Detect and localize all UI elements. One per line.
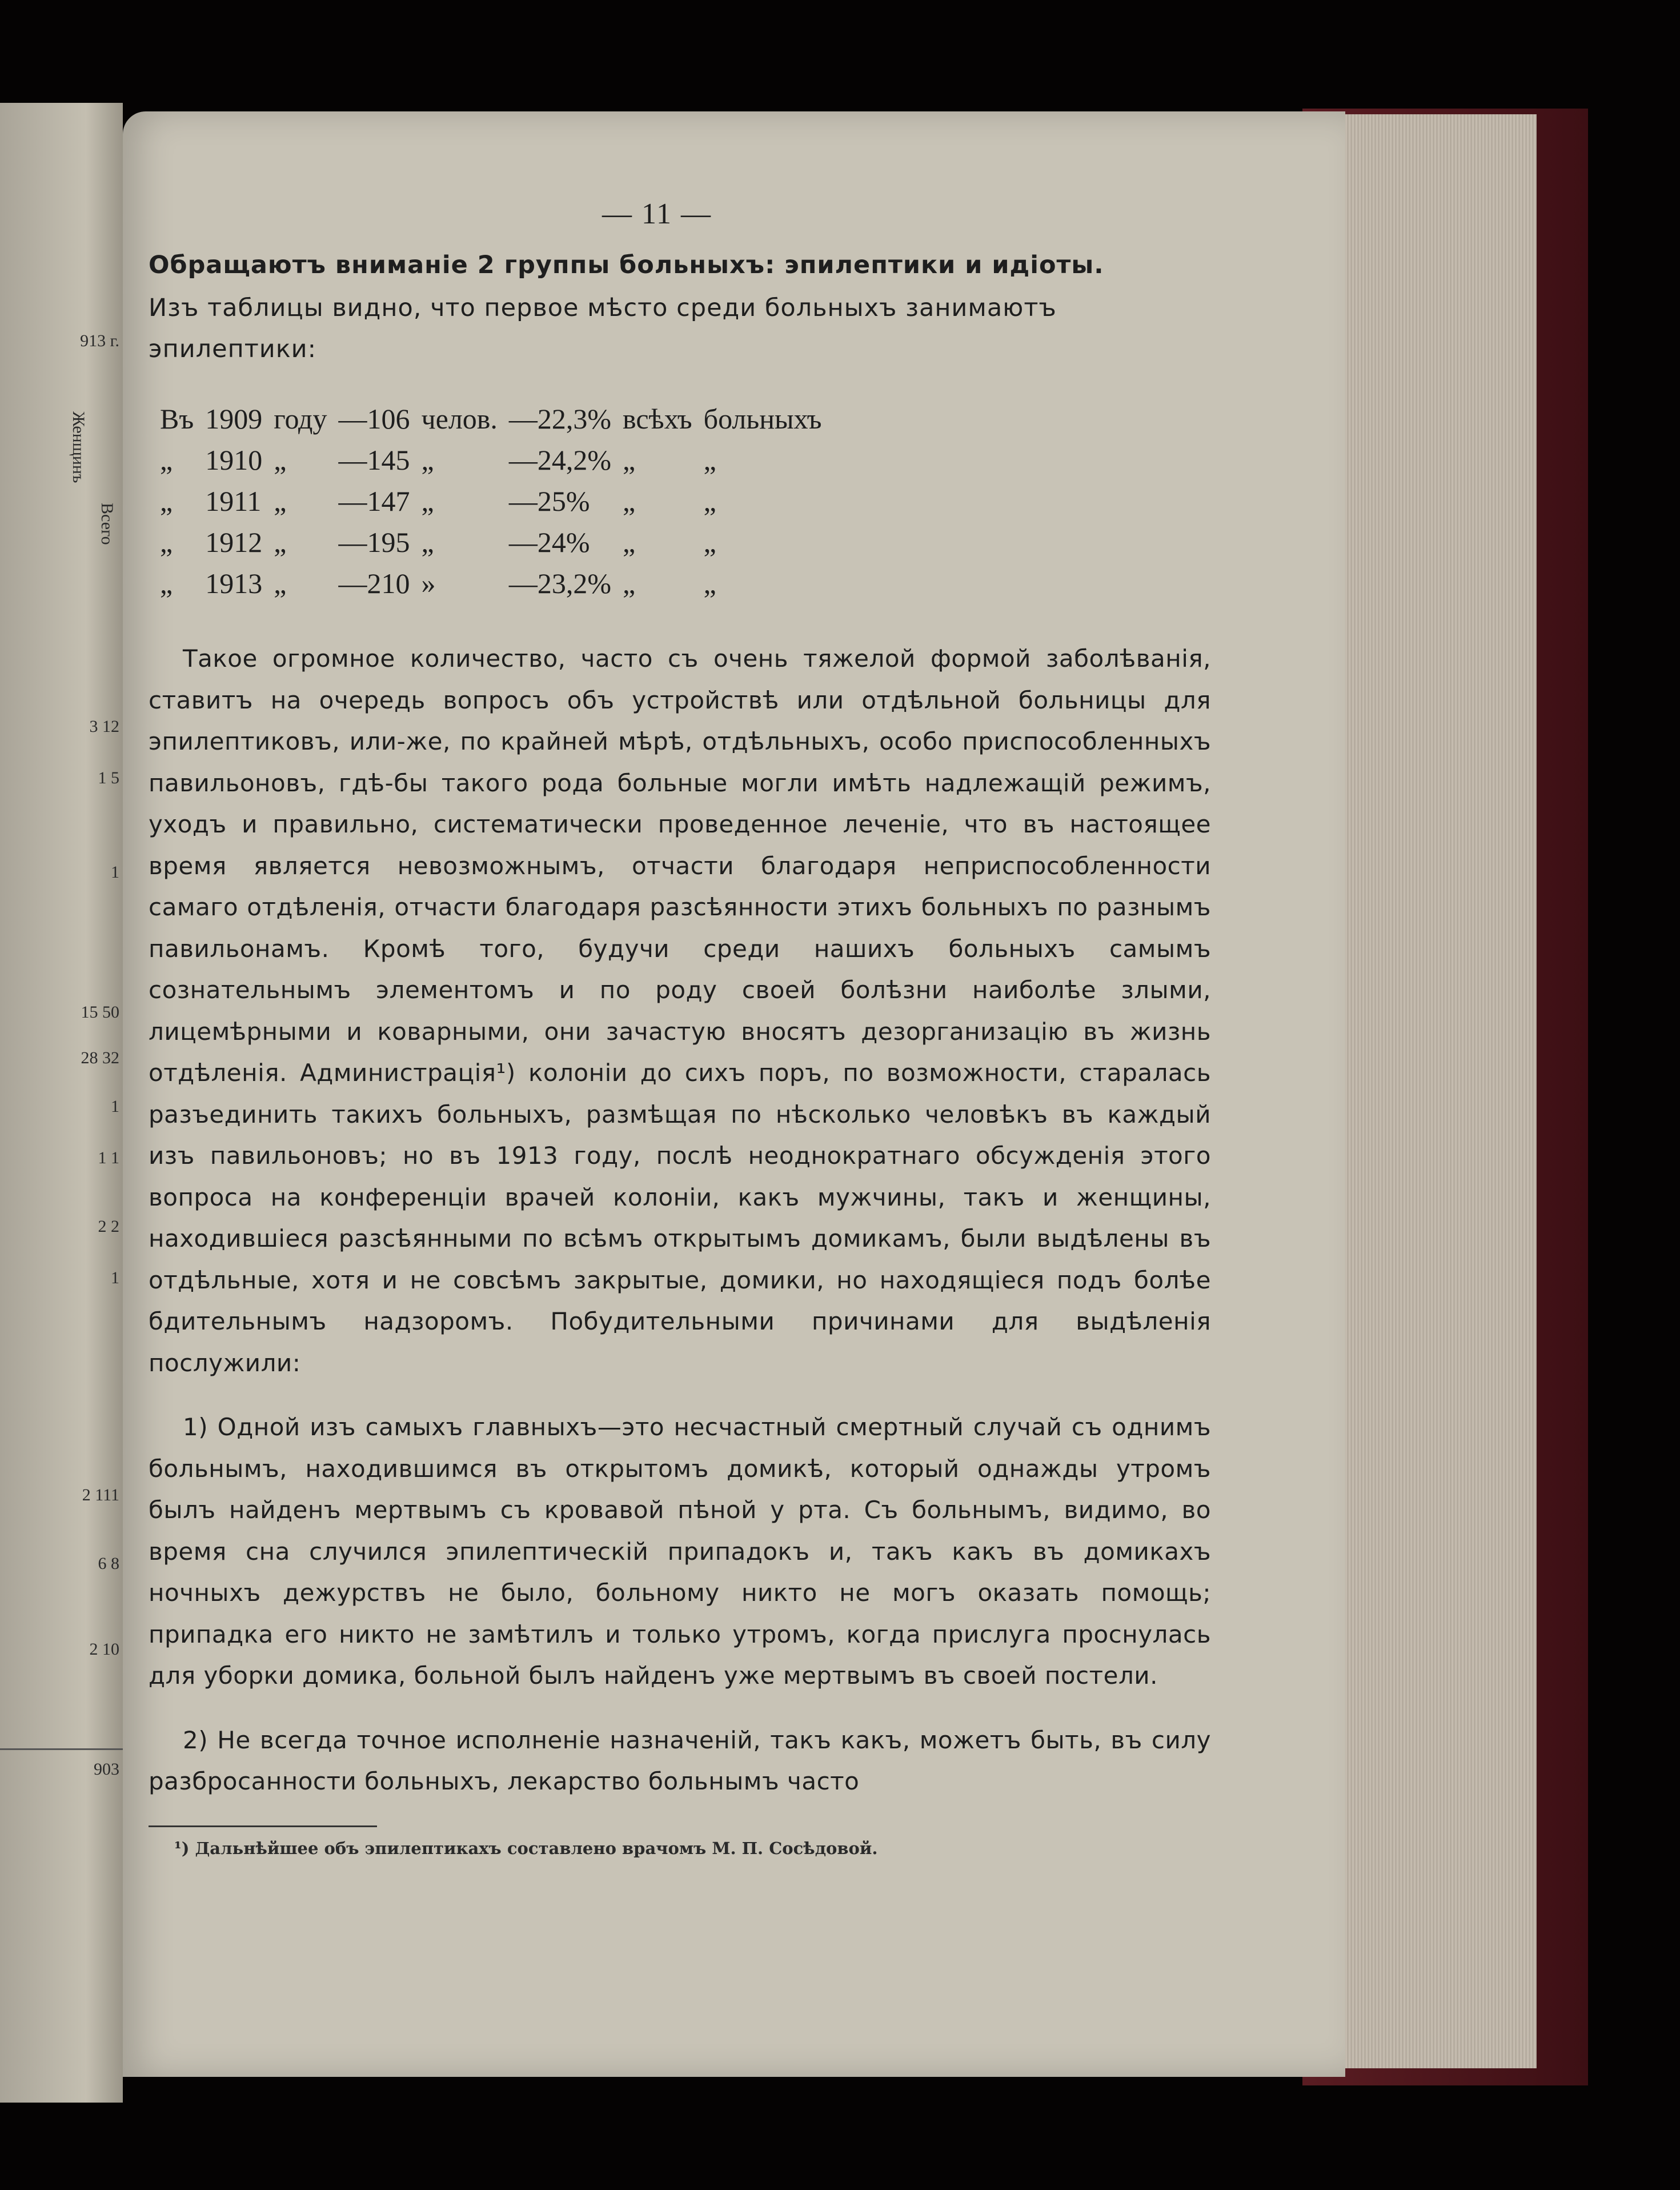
stats-cell-tail2: „ [703, 444, 716, 476]
paragraph: Такое огромное количество, часто съ очень тяжелой формой заболѣванія, ставитъ на очередь вопросъ объ устройствѣ или отдѣльной больницы для эпилептиковъ, или-же, по крайней мѣрѣ, отдѣльныхъ, особо приспособленныхъ павильоновъ, гдѣ-бы такого рода больные могли имѣть надлежащій режимъ, уходъ и правильно, систематически проведенное леченіе, что въ настоящее время является невозможнымъ, отчасти благодаря неприспособленности самаго отдѣленія, отчасти благодаря разсѣянности этихъ больныхъ по разнымъ павильонамъ. Кромѣ того, будучи среди нашихъ больныхъ самымъ сознательнымъ элементомъ и по роду своей болѣзни наиболѣе злыми, лицемѣрными и коварными, они зачастую вносятъ дезорганизацію въ жизнь отдѣленія. Администрація¹) колоніи до сихъ поръ, по возможности, старалась разъединить такихъ больныхъ, размѣщая по нѣсколько человѣкъ въ каждый изъ павильоновъ; но въ 1913 году, послѣ неоднократнаго обсужденія этого вопроса на конференціи врачей колоніи, какъ мужчины, такъ и женщины, находившіеся разсѣянными по всѣмъ открытымъ домикамъ, были выдѣлены въ отдѣльные, хотя и не совсѣмъ закрытые, домики, но находящіеся подъ болѣе бдительнымъ надзоромъ. Побудительными причинами для выдѣленія послужили: [149, 644, 1211, 1377]
left-fragment: 1 [111, 1097, 119, 1116]
left-fragment: 1 5 [98, 768, 119, 787]
left-fragment: 2 10 [89, 1640, 119, 1659]
stats-row [160, 398, 833, 439]
left-page-fragment [0, 103, 123, 2103]
left-fragment: 1 1 [98, 1148, 119, 1167]
footnote-rule [149, 1825, 377, 1827]
stats-cell-tail1: „ [623, 485, 636, 517]
stats-cell-tail2: „ [703, 526, 716, 558]
left-fragment: 2 2 [98, 1217, 119, 1236]
left-fragment: 903 [94, 1760, 119, 1779]
stats-cell-prefix: Въ [160, 403, 194, 435]
stats-cell-pct: —25% [508, 485, 590, 517]
stats-cell-prefix: „ [160, 485, 173, 517]
page-content [149, 197, 1211, 1858]
stats-cell-count: —106 [338, 403, 410, 435]
book-page [123, 111, 1345, 2077]
stats-cell-unit2: „ [421, 485, 434, 517]
paragraph: 2) Не всегда точное исполненіе назначеній, такъ какъ, можетъ быть, въ силу разбросанности больныхъ, лекарство больнымъ часто [149, 1725, 1211, 1795]
stats-cell-prefix: „ [160, 567, 173, 599]
left-rule [0, 1748, 123, 1750]
left-fragment: 6 8 [98, 1554, 119, 1573]
left-fragment: 3 12 [89, 717, 119, 736]
footnote: ¹) Дальнѣйшее объ эпилептикахъ составлено врачомъ М. П. Сосѣдовой. [174, 1838, 878, 1858]
stats-cell-count: —210 [338, 567, 410, 599]
stats-cell-tail1: „ [623, 567, 636, 599]
stats-cell-year: 1909 [205, 403, 263, 435]
stats-cell-pct: —23,2% [508, 567, 612, 599]
stats-row [160, 481, 833, 522]
paragraph: 1) Одной изъ самыхъ главныхъ—это несчастный смертный случай съ однимъ больнымъ, находившимся въ открытомъ домикѣ, который однажды утромъ былъ найденъ мертвымъ съ кровавой пѣной у рта. Съ больнымъ, видимо, во время сна случился эпилептическій припадокъ и, такъ какъ въ домикахъ ночныхъ дежурствъ не было, больному никто не могъ оказать помощь; припадка его никто не замѣтилъ и только утромъ, когда прислуга проснулась для уборки домика, больной былъ найденъ уже мертвымъ въ своей постели. [149, 1413, 1211, 1689]
left-fragment: 1 [111, 863, 119, 882]
page-number: — 11 — [602, 198, 712, 230]
stats-cell-pct: —24,2% [508, 444, 612, 476]
stats-row [160, 522, 833, 563]
intro-line: Изъ таблицы видно, что первое мѣсто среди больныхъ занимаютъ [149, 294, 1057, 322]
stats-cell-count: —147 [338, 485, 410, 517]
stats-cell-unit2: „ [421, 526, 434, 558]
left-fragment: 28 32 [81, 1048, 119, 1067]
page-edges [1331, 114, 1537, 2068]
stats-cell-tail1: „ [623, 444, 636, 476]
stats-cell-pct: —24% [508, 526, 590, 558]
intro-line: Обращаютъ вниманіе 2 группы больныхъ: эпилептики и идіоты. [149, 251, 1104, 279]
stats-cell-tail1: „ [623, 526, 636, 558]
stats-cell-unit: „ [274, 444, 287, 476]
stats-cell-tail2: „ [703, 567, 716, 599]
stats-cell-unit: „ [274, 485, 287, 517]
stats-cell-unit2: „ [421, 444, 434, 476]
stats-cell-tail2: „ [703, 485, 716, 517]
left-fragment: 1 [111, 1268, 119, 1287]
stats-cell-unit2: » [421, 567, 436, 599]
left-fragment: Женщинъ [69, 411, 88, 483]
left-fragment: 2 111 [82, 1486, 119, 1504]
stats-cell-count: —145 [338, 444, 410, 476]
stats-cell-unit2: челов. [421, 403, 498, 435]
stats-cell-unit: „ [274, 567, 287, 599]
left-fragment: 913 г. [80, 331, 119, 350]
stats-cell-prefix: „ [160, 526, 173, 558]
stats-cell-prefix: „ [160, 444, 173, 476]
intro [149, 243, 1211, 370]
stats-cell-count: —195 [338, 526, 410, 558]
left-fragment: 15 50 [81, 1003, 119, 1022]
epileptics-stats-table [160, 398, 833, 604]
stats-row [160, 563, 833, 604]
stats-cell-unit: году [274, 403, 327, 435]
stats-cell-year: 1911 [205, 485, 262, 517]
stats-cell-pct: —22,3% [508, 403, 612, 435]
stats-cell-unit: „ [274, 526, 287, 558]
stats-row [160, 439, 833, 481]
intro-line: эпилептики: [149, 335, 317, 363]
left-fragment: Всего [98, 503, 117, 545]
stats-cell-year: 1912 [205, 526, 263, 558]
stats-cell-year: 1910 [205, 444, 263, 476]
stats-cell-tail2: больныхъ [703, 403, 822, 435]
stats-cell-tail1: всѣхъ [623, 403, 692, 435]
stats-cell-year: 1913 [205, 567, 263, 599]
